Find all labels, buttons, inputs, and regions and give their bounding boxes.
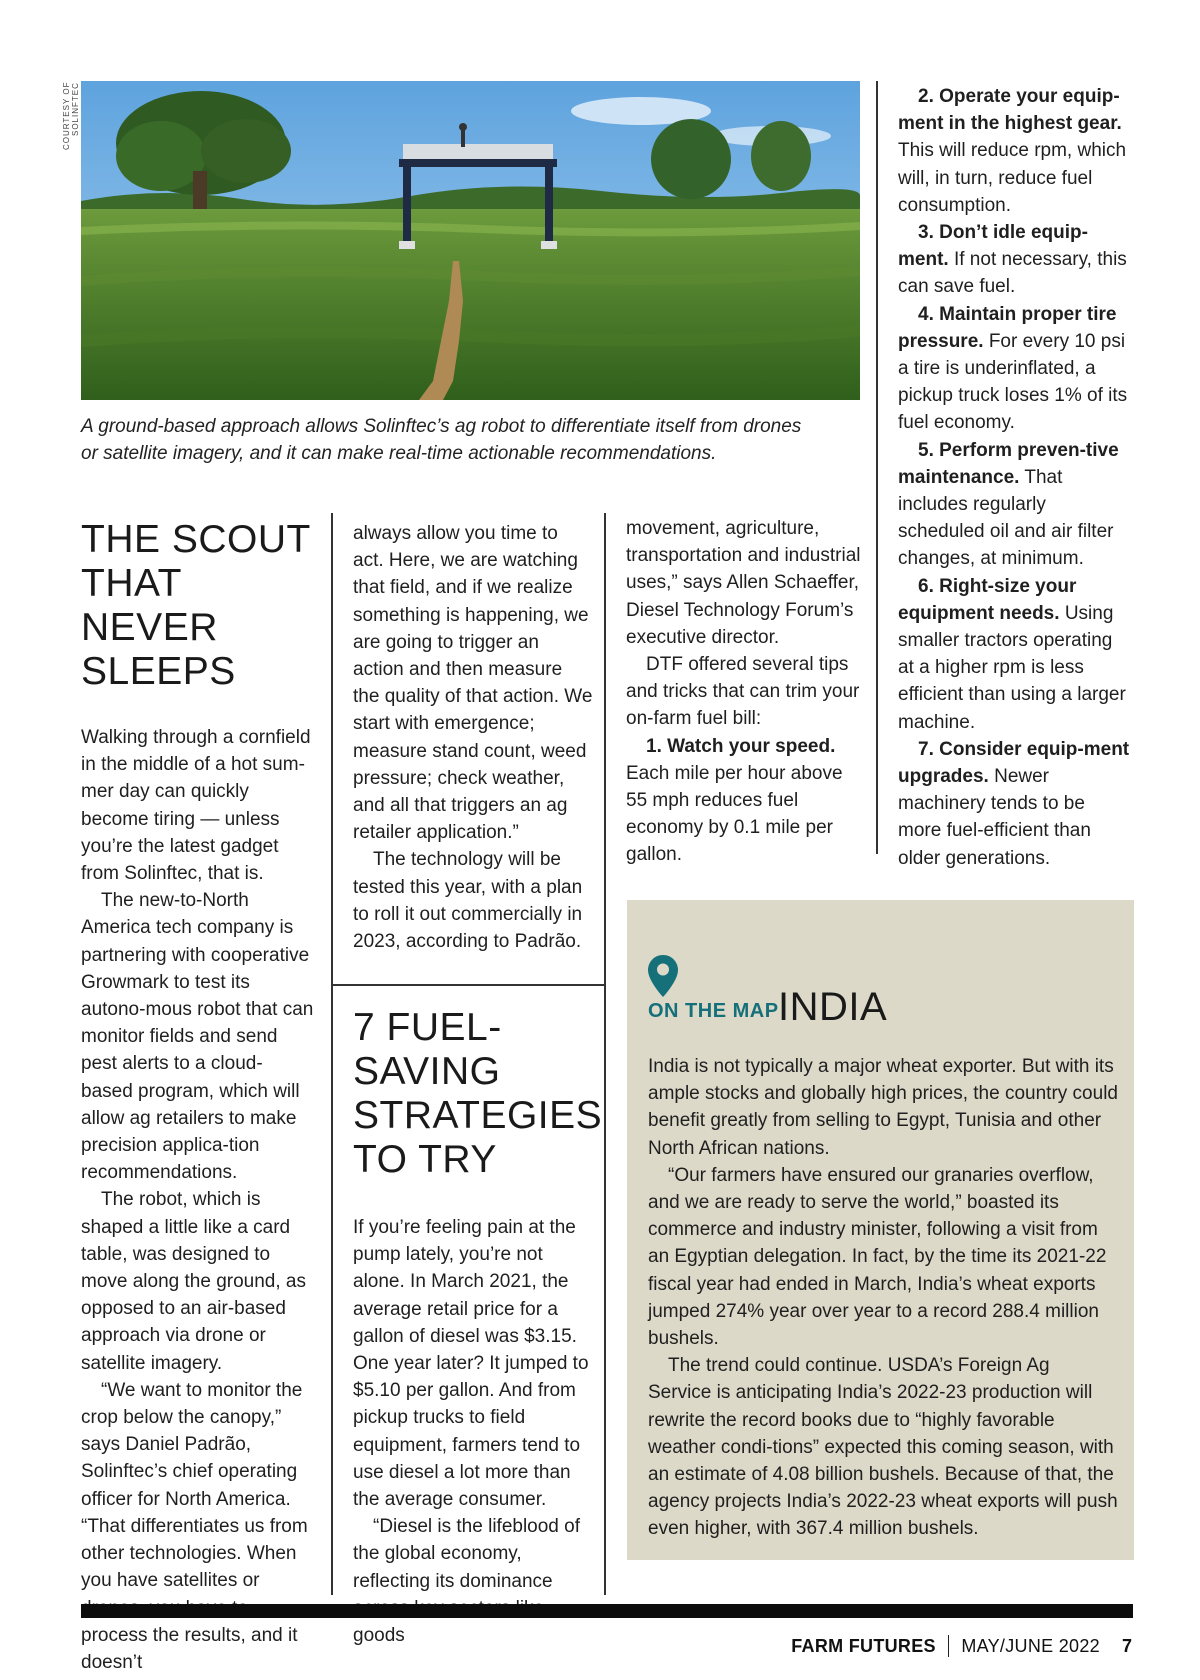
fuel-headline: 7 FUEL-SAVING STRATEGIES TO TRY — [353, 1006, 603, 1181]
paragraph: movement, agriculture, transportation and industrial uses,” says Allen Schaeffer, Diesel Technology Forum’s executive director. — [626, 518, 861, 648]
paragraph: The trend could continue. USDA’s Foreign Ag Service is anticipating India’s 2022-23 production will rewrite the record books due to “highly favorable weather condi-tions” expected this coming season, with an estimate of 4.08 billion bushels. Because of that, the agency projects India’s 2022-23 wheat exports will push even higher, with 367.4 million bushels. — [648, 1355, 1118, 1540]
photo-caption: A ground-based approach allows Solinftec’s ag robot to differentiate itself from drones or satellite imagery, and it can make real-time actionable recommendations. — [81, 416, 802, 464]
tip-item — [898, 573, 1133, 736]
tip-item — [898, 736, 1133, 872]
map-pin-icon — [648, 955, 678, 1002]
footer-rule — [81, 1604, 1133, 1618]
paragraph: “We want to monitor the crop below the canopy,” says Daniel Padrão, Solinftec’s chief operating officer for North America. “That differentiates us from other technologies. When you have satellites or process the results, and it doesn’t — [81, 1379, 308, 1673]
tip-heading: 6. Right-size your equipment needs. — [898, 575, 1077, 624]
article-scout-column-2 — [353, 520, 593, 955]
paragraph: The robot, which is shaped a little like a card table, was designed to move along the ground, as opposed to an air-based approach via drone or satellite imagery. — [81, 1189, 306, 1374]
column-divider — [331, 513, 333, 1595]
tip-body: If not necessary, this can save fuel. — [898, 249, 1127, 298]
tip-body: For every 10 psi a tire is underinflated, a pickup truck loses 1% of its fuel economy. — [898, 330, 1128, 434]
country-title: INDIA — [778, 985, 888, 1029]
article-fuel-column-3 — [626, 515, 866, 869]
page-footer — [791, 1635, 1132, 1657]
paragraph: always allow you time to act. Here, we are watching that field, and if we realize something is happening, we are going to trigger an action and then measure the quality of that action. We start with emergence; measure stand count, weed pressure; check weather, and all that triggers an ag retailer application.” — [353, 523, 593, 844]
photo-credit: COURTESY OF SOLINFTEC — [62, 82, 80, 151]
paragraph: The technology will be tested this year, with a plan to roll it out commercially in 2023, according to Padrão. — [353, 849, 583, 953]
tip-heading: 7. Consider equip-ment upgrades. — [898, 738, 1130, 788]
paragraph: “Diesel is the lifeblood of the global economy, reflecting its dominance goods — [353, 1516, 580, 1647]
article-fuel-column-4 — [898, 83, 1133, 872]
robot-field-photo — [81, 81, 860, 400]
column-divider — [876, 81, 878, 854]
tip-heading: 3. Don’t idle equip-ment. — [898, 222, 1088, 271]
paragraph: Walking through a cornfield in the middle of a hot sum-mer day can quickly become tiring — unless you’re the latest gadget from Solinftec, that is. — [81, 727, 311, 885]
publication-name: FARM FUTURES — [791, 1635, 936, 1656]
column-divider — [604, 513, 606, 1595]
paragraph: If you’re feeling pain at the pump lately, you’re not alone. In March 2021, the average retail price for a gallon of diesel was $3.15. One year later? It jumped to $5.10 per gallon. And from pickup trucks to field equipment, farmers tend to use diesel a lot more than the average consumer. — [353, 1217, 589, 1511]
tip-heading: 2. Operate your equip-ment in the highest gear. — [898, 86, 1122, 135]
tip-body: Each mile per hour above 55 mph reduces fuel economy by 0.1 mile per gallon. — [626, 762, 843, 866]
issue-date: MAY/JUNE 2022 — [961, 1635, 1100, 1656]
tip-item — [898, 83, 1133, 219]
tip-body: Using smaller tractors operating at a higher rpm is less efficient than using a larger machine. — [898, 602, 1126, 733]
tip-item — [626, 733, 866, 869]
paragraph: DTF offered several tips and tricks that can trim your on-farm fuel bill: — [626, 654, 860, 730]
tip-heading: 1. Watch your speed. — [646, 735, 836, 757]
scout-headline: THE SCOUT THAT NEVER SLEEPS — [81, 518, 311, 693]
on-the-map-label: ON THE MAP — [648, 1000, 779, 1022]
section-divider — [331, 984, 605, 986]
tip-heading: 5. Perform preven-tive maintenance. — [898, 439, 1119, 488]
tip-body: That includes regularly scheduled oil and air filter changes, at minimum. — [898, 466, 1114, 570]
tip-item — [898, 219, 1133, 301]
page-number: 7 — [1121, 1635, 1132, 1656]
tip-heading: 4. Maintain proper tire pressure. — [898, 303, 1117, 352]
tip-body: This will reduce rpm, which will, in turn, reduce fuel consumption. — [898, 140, 1127, 216]
article-scout-column-1 — [81, 518, 314, 1676]
paragraph: “Our farmers have ensured our granaries overflow, and we are ready to serve the world,” boasted its commerce and industry minister, following a visit from an Egyptian delegation. In fact, by the time its 2021-22 fiscal year had ended in March, India’s wheat exports jumped 274% year over year to a record 288.4 million bushels. — [648, 1164, 1107, 1350]
paragraph: India is not typically a major wheat exporter. But with its ample stocks and globally high prices, the country could benefit greatly from selling to Egypt, Tunisia and other North African nations. — [648, 1056, 1118, 1159]
paragraph: The new-to-North America tech company is partnering with cooperative Growmark to test its autono-mous robot that can monitor fields and send pest alerts to a cloud-based program, which will allow ag retailers to make precision applica-tion recommendations. — [81, 890, 314, 1184]
tip-body: Newer machinery tends to be more fuel-efficient than older generations. — [898, 766, 1091, 869]
article-fuel-column-2 — [353, 1006, 603, 1649]
sidebar-body — [648, 1053, 1118, 1543]
tip-item — [898, 437, 1133, 573]
footer-separator — [948, 1635, 950, 1657]
tip-item — [898, 301, 1133, 437]
